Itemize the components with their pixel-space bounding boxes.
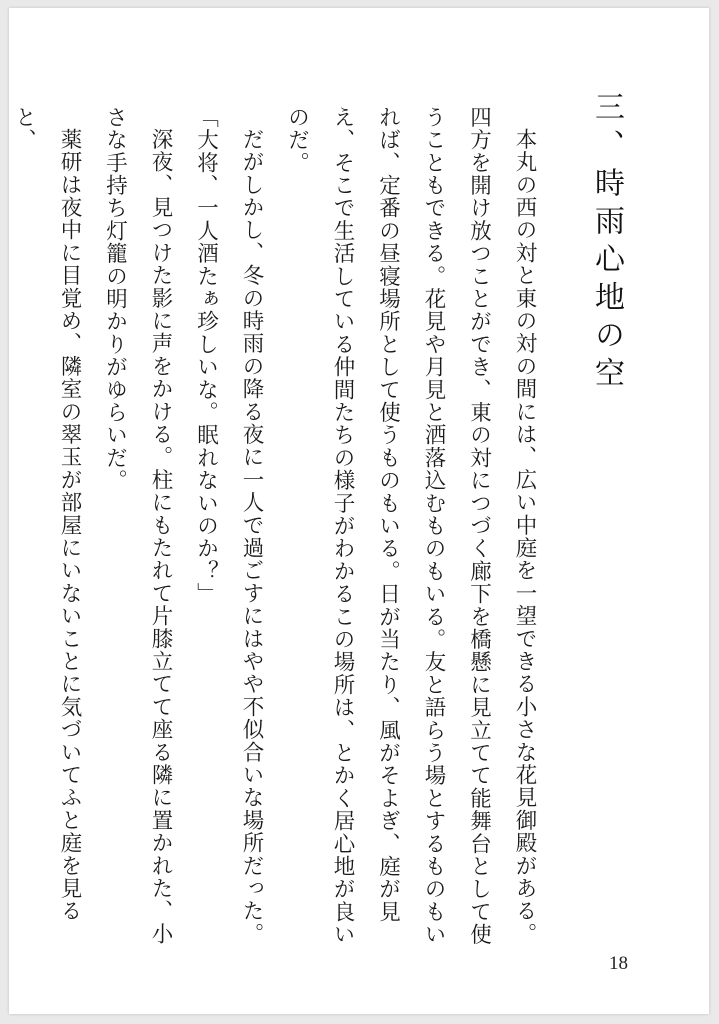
paragraph: 深夜、見つけた影に声をかける。柱にもたれて片膝立てて座る隣に置かれた、小さな手持ち灯籠の明かりがゆらいだ。 — [102, 106, 173, 945]
paragraph: だがしかし、冬の時雨の降る夜に一人で過ごすにはやや不似合いな場所だった。 — [239, 127, 264, 945]
paragraph: 本丸の西の対と東の対の間には、広い中庭を一望できる小さな花見御殿がある。四方を開け放つことができ、東の対につづく廊下を橋懸に見立てて能舞台として使うこともできる。花見や月見と洒落込むものもいる。友と語らう場とするものもいれば、定番の昼寝場所として使うものもいる。日が当たり、風がそよぎ、庭が見え、そこで生活している仲間たちの様子がわかるこの場所は、とかく居心地が良いのだ。 — [284, 106, 537, 946]
book-page — [9, 8, 709, 1014]
chapter-title: 三、時雨心地の空 — [589, 91, 624, 395]
paragraph: 薬研は夜中に目覚め、隣室の翠玉が部屋にいないことに気づいてふと庭を見ると、 — [11, 106, 82, 922]
body-text — [1, 106, 547, 966]
page-number: 18 — [609, 953, 628, 974]
dialogue-paragraph: 「大将、一人酒たぁ珍しいな。眠れないのか？」 — [193, 106, 219, 606]
